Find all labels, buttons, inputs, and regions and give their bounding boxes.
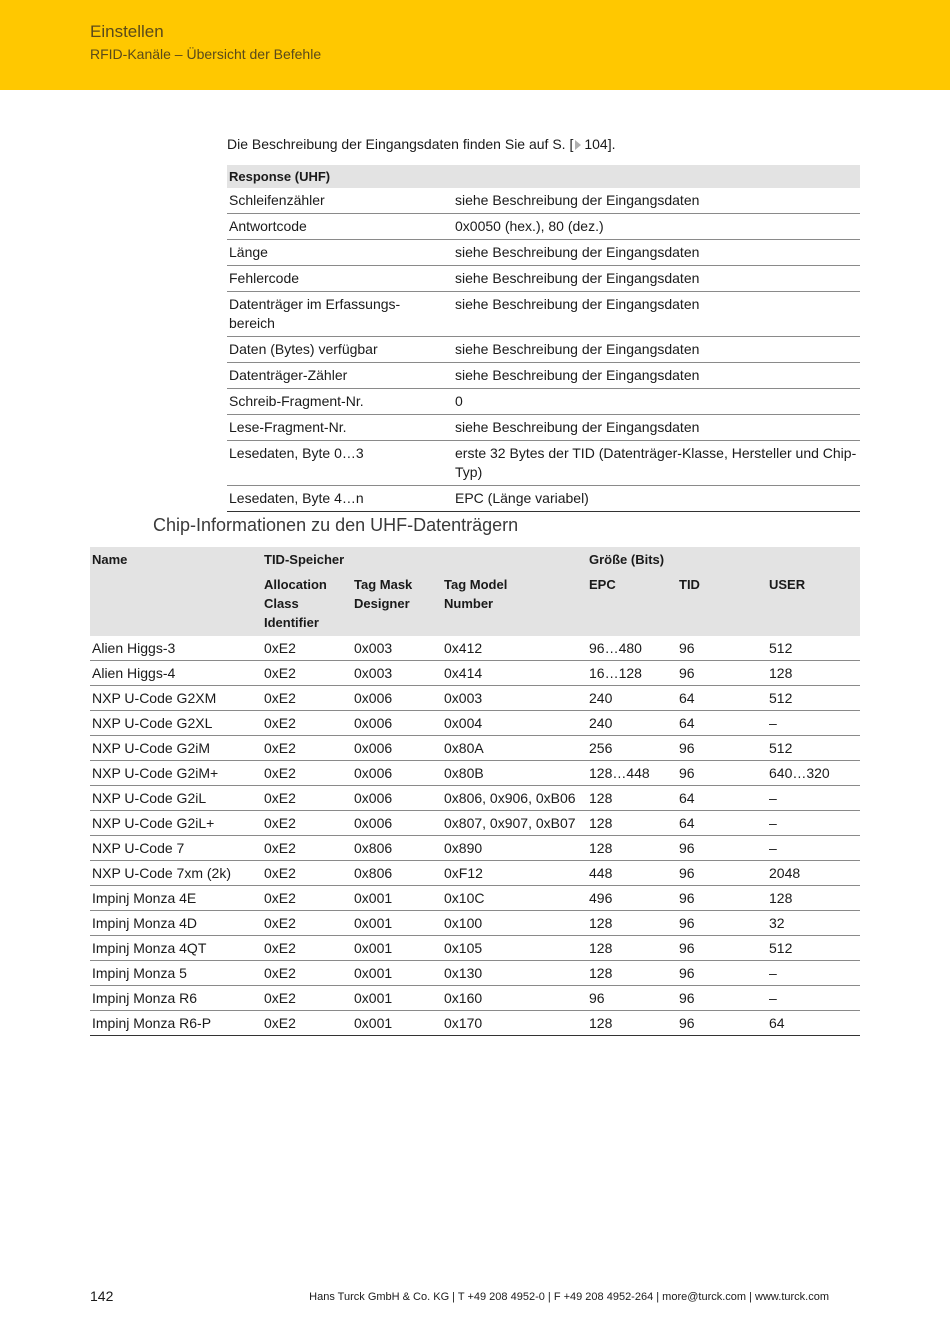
epc-bits-cell: 128 [587, 961, 677, 986]
chip-row [90, 736, 860, 761]
footer-info: Hans Turck GmbH & Co. KG | T +49 208 4952-0 | F +49 208 4952-264 | more@turck.com | www.turck.com [309, 1291, 829, 1303]
model-number-cell: 0x414 [442, 661, 587, 686]
tid-bits-cell: 96 [677, 961, 767, 986]
chip-name-cell: Impinj Monza 4QT [90, 936, 262, 961]
response-field: Lesedaten, Byte 4…n [227, 486, 453, 512]
epc-bits-cell: 240 [587, 686, 677, 711]
chip-row [90, 711, 860, 736]
response-row [227, 266, 860, 292]
allocation-id-cell: 0xE2 [262, 911, 352, 936]
user-bits-cell: 2048 [767, 861, 860, 886]
allocation-id-cell: 0xE2 [262, 736, 352, 761]
mask-designer-cell: 0x003 [352, 661, 442, 686]
col-allocation-label: Allocation Class Identifier [264, 577, 327, 630]
tid-bits-cell: 96 [677, 661, 767, 686]
user-bits-cell: 512 [767, 736, 860, 761]
user-bits-cell: 64 [767, 1011, 860, 1036]
allocation-id-cell: 0xE2 [262, 861, 352, 886]
epc-bits-cell: 128 [587, 786, 677, 811]
mask-designer-cell: 0x001 [352, 886, 442, 911]
chip-name-cell: Impinj Monza 5 [90, 961, 262, 986]
chip-name-cell: NXP U-Code G2XL [90, 711, 262, 736]
col-model-header [442, 571, 587, 636]
chip-table [90, 547, 860, 1036]
epc-bits-cell: 128 [587, 1011, 677, 1036]
epc-bits-cell: 240 [587, 711, 677, 736]
response-field: Schreib-Fragment-Nr. [227, 389, 453, 415]
chip-row [90, 986, 860, 1011]
allocation-id-cell: 0xE2 [262, 886, 352, 911]
response-row [227, 240, 860, 266]
chip-name-cell: Alien Higgs-3 [90, 636, 262, 661]
chip-row [90, 761, 860, 786]
allocation-id-cell: 0xE2 [262, 686, 352, 711]
response-field: Schleifenzähler [227, 188, 453, 214]
model-number-cell: 0xF12 [442, 861, 587, 886]
chip-name-cell: Impinj Monza R6 [90, 986, 262, 1011]
tid-bits-cell: 96 [677, 936, 767, 961]
chip-row [90, 886, 860, 911]
epc-bits-cell: 128 [587, 911, 677, 936]
tid-bits-cell: 96 [677, 911, 767, 936]
model-number-cell: 0x004 [442, 711, 587, 736]
model-number-cell: 0x807, 0x907, 0xB07 [442, 811, 587, 836]
user-bits-cell: 128 [767, 886, 860, 911]
allocation-id-cell: 0xE2 [262, 786, 352, 811]
mask-designer-cell: 0x001 [352, 986, 442, 1011]
mask-designer-cell: 0x006 [352, 811, 442, 836]
model-number-cell: 0x10C [442, 886, 587, 911]
epc-bits-cell: 496 [587, 886, 677, 911]
chip-name-cell: NXP U-Code G2iM [90, 736, 262, 761]
tid-bits-cell: 64 [677, 686, 767, 711]
response-value: siehe Beschreibung der Eingangsdaten [453, 415, 860, 441]
tid-bits-cell: 96 [677, 1011, 767, 1036]
response-row [227, 363, 860, 389]
user-bits-cell: 512 [767, 936, 860, 961]
chip-row [90, 936, 860, 961]
allocation-id-cell: 0xE2 [262, 711, 352, 736]
allocation-id-cell: 0xE2 [262, 986, 352, 1011]
chip-name-cell: Impinj Monza 4D [90, 911, 262, 936]
response-value: 0x0050 (hex.), 80 (dez.) [453, 214, 860, 240]
mask-designer-cell: 0x006 [352, 686, 442, 711]
tid-bits-cell: 96 [677, 636, 767, 661]
mask-designer-cell: 0x001 [352, 911, 442, 936]
response-field: Lesedaten, Byte 0…3 [227, 441, 453, 486]
response-value: 0 [453, 389, 860, 415]
response-value: siehe Beschreibung der Eingangsdaten [453, 266, 860, 292]
col-model-label: Tag Model Number [444, 577, 508, 611]
user-bits-cell: 512 [767, 686, 860, 711]
epc-bits-cell: 448 [587, 861, 677, 886]
tid-bits-cell: 96 [677, 886, 767, 911]
response-row [227, 188, 860, 214]
model-number-cell: 0x80B [442, 761, 587, 786]
allocation-id-cell: 0xE2 [262, 961, 352, 986]
tid-bits-cell: 96 [677, 736, 767, 761]
chip-name-cell: NXP U-Code G2iM+ [90, 761, 262, 786]
allocation-id-cell: 0xE2 [262, 661, 352, 686]
chip-name-cell: NXP U-Code 7 [90, 836, 262, 861]
epc-bits-cell: 16…128 [587, 661, 677, 686]
header-subtitle: RFID-Kanäle – Übersicht der Befehle [90, 46, 322, 62]
mask-designer-cell: 0x006 [352, 786, 442, 811]
chip-name-cell: Alien Higgs-4 [90, 661, 262, 686]
mask-designer-cell: 0x006 [352, 761, 442, 786]
response-value: siehe Beschreibung der Eingangsdaten [453, 292, 860, 337]
chip-name-cell: NXP U-Code 7xm (2k) [90, 861, 262, 886]
model-number-cell: 0x105 [442, 936, 587, 961]
model-number-cell: 0x003 [442, 686, 587, 711]
model-number-cell: 0x890 [442, 836, 587, 861]
model-number-cell: 0x80A [442, 736, 587, 761]
model-number-cell: 0x130 [442, 961, 587, 986]
tid-bits-cell: 96 [677, 861, 767, 886]
user-bits-cell: 128 [767, 661, 860, 686]
chip-row [90, 686, 860, 711]
response-row [227, 441, 860, 486]
epc-bits-cell: 128 [587, 811, 677, 836]
header-band [0, 0, 950, 90]
col-tid-group-header: TID-Speicher [262, 547, 587, 571]
chip-row [90, 836, 860, 861]
epc-bits-cell: 128 [587, 936, 677, 961]
tid-bits-cell: 96 [677, 836, 767, 861]
user-bits-cell: – [767, 986, 860, 1011]
response-field: Datenträger im Erfassungs- bereich [227, 292, 453, 337]
mask-designer-cell: 0x806 [352, 861, 442, 886]
epc-bits-cell: 96 [587, 986, 677, 1011]
col-allocation-header [262, 571, 352, 636]
chip-section-heading: Chip-Informationen zu den UHF-Datenträgern [153, 515, 519, 535]
user-bits-cell: 640…320 [767, 761, 860, 786]
col-user-header: USER [767, 571, 860, 636]
mask-designer-cell: 0x001 [352, 1011, 442, 1036]
response-row [227, 486, 860, 512]
mask-designer-cell: 0x006 [352, 736, 442, 761]
user-bits-cell: – [767, 961, 860, 986]
allocation-id-cell: 0xE2 [262, 811, 352, 836]
epc-bits-cell: 128…448 [587, 761, 677, 786]
chip-table-body [90, 636, 860, 1036]
header-title: Einstellen [90, 22, 164, 41]
response-value: siehe Beschreibung der Eingangsdaten [453, 240, 860, 266]
triangle-right-icon [575, 140, 581, 150]
mask-designer-cell: 0x006 [352, 711, 442, 736]
response-value: EPC (Länge variabel) [453, 486, 860, 512]
chip-row [90, 961, 860, 986]
mask-designer-cell: 0x001 [352, 936, 442, 961]
response-field: Fehlercode [227, 266, 453, 292]
response-value: siehe Beschreibung der Eingangsdaten [453, 188, 860, 214]
intro-text-before: Die Beschreibung der Eingangsdaten finden Sie auf S. [ [227, 136, 574, 152]
mask-designer-cell: 0x001 [352, 961, 442, 986]
user-bits-cell: – [767, 786, 860, 811]
response-table-header: Response (UHF) [227, 165, 860, 188]
allocation-id-cell: 0xE2 [262, 761, 352, 786]
allocation-id-cell: 0xE2 [262, 836, 352, 861]
response-row [227, 292, 860, 337]
model-number-cell: 0x806, 0x906, 0xB06 [442, 786, 587, 811]
chip-row [90, 661, 860, 686]
col-size-group-header: Größe (Bits) [587, 547, 860, 571]
response-row [227, 389, 860, 415]
tid-bits-cell: 96 [677, 761, 767, 786]
intro-page-ref[interactable]: 104]. [584, 136, 616, 152]
chip-row [90, 786, 860, 811]
response-row [227, 337, 860, 363]
user-bits-cell: – [767, 711, 860, 736]
chip-row [90, 636, 860, 661]
user-bits-cell: 32 [767, 911, 860, 936]
tid-bits-cell: 96 [677, 986, 767, 1011]
allocation-id-cell: 0xE2 [262, 936, 352, 961]
tid-bits-cell: 64 [677, 811, 767, 836]
model-number-cell: 0x170 [442, 1011, 587, 1036]
page-number: 142 [90, 1288, 114, 1304]
col-tid-header: TID [677, 571, 767, 636]
model-number-cell: 0x100 [442, 911, 587, 936]
mask-designer-cell: 0x806 [352, 836, 442, 861]
user-bits-cell: – [767, 836, 860, 861]
response-table-body [227, 188, 860, 512]
mask-designer-cell: 0x003 [352, 636, 442, 661]
response-value: siehe Beschreibung der Eingangsdaten [453, 337, 860, 363]
response-row [227, 415, 860, 441]
col-mask-header [352, 571, 442, 636]
epc-bits-cell: 96…480 [587, 636, 677, 661]
response-table [227, 165, 860, 512]
chip-name-cell: NXP U-Code G2iL [90, 786, 262, 811]
response-field: Daten (Bytes) verfügbar [227, 337, 453, 363]
chip-name-cell: NXP U-Code G2iL+ [90, 811, 262, 836]
response-field: Länge [227, 240, 453, 266]
col-epc-header: EPC [587, 571, 677, 636]
chip-row [90, 861, 860, 886]
chip-name-cell: NXP U-Code G2XM [90, 686, 262, 711]
col-mask-label: Tag Mask Designer [354, 577, 413, 611]
allocation-id-cell: 0xE2 [262, 636, 352, 661]
chip-name-cell: Impinj Monza 4E [90, 886, 262, 911]
allocation-id-cell: 0xE2 [262, 1011, 352, 1036]
response-value: erste 32 Bytes der TID (Datenträger-Klasse, Hersteller und Chip-Typ) [453, 441, 860, 486]
chip-row [90, 1011, 860, 1036]
model-number-cell: 0x412 [442, 636, 587, 661]
response-value: siehe Beschreibung der Eingangsdaten [453, 363, 860, 389]
model-number-cell: 0x160 [442, 986, 587, 1011]
tid-bits-cell: 64 [677, 711, 767, 736]
epc-bits-cell: 256 [587, 736, 677, 761]
user-bits-cell: 512 [767, 636, 860, 661]
chip-row [90, 911, 860, 936]
chip-row [90, 811, 860, 836]
tid-bits-cell: 64 [677, 786, 767, 811]
response-field: Lese-Fragment-Nr. [227, 415, 453, 441]
intro-text [227, 136, 615, 152]
response-field: Datenträger-Zähler [227, 363, 453, 389]
epc-bits-cell: 128 [587, 836, 677, 861]
user-bits-cell: – [767, 811, 860, 836]
response-field: Antwortcode [227, 214, 453, 240]
chip-name-cell: Impinj Monza R6-P [90, 1011, 262, 1036]
response-row [227, 214, 860, 240]
col-name-header: Name [90, 547, 262, 636]
